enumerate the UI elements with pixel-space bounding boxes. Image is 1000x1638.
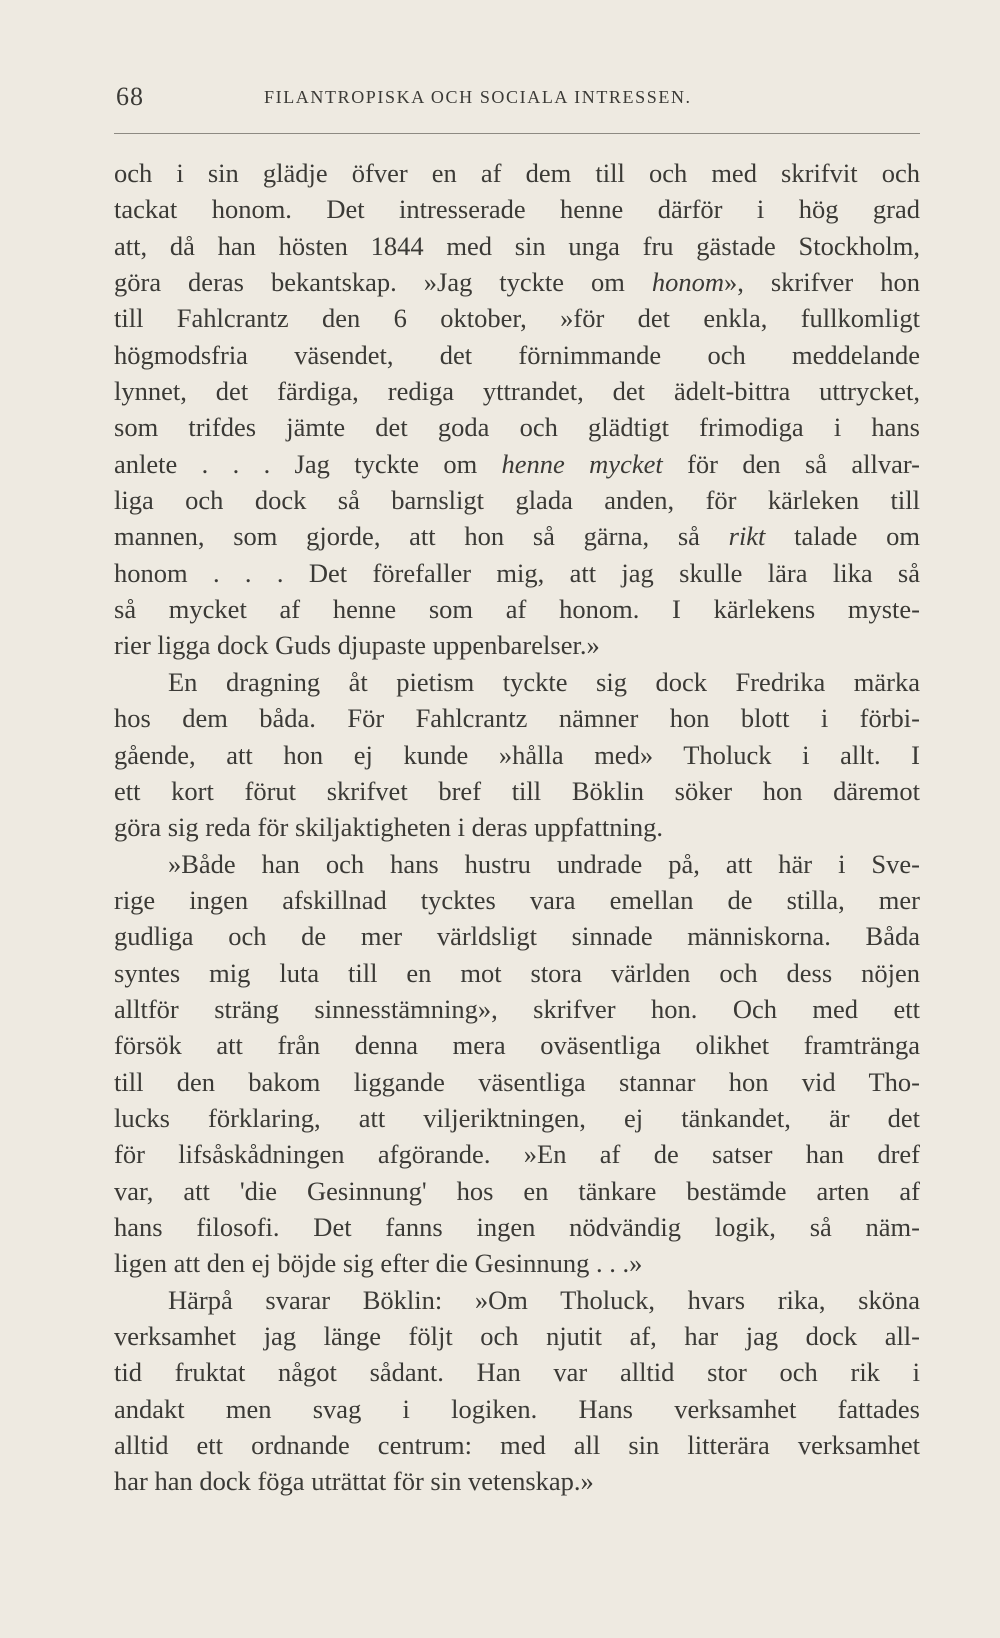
text-line: alltför sträng sinnesstämning», skrifver hon. Och med ett xyxy=(114,993,920,1024)
text-line: syntes mig luta till en mot stora världen och dess nöjen xyxy=(114,957,920,988)
text-segment: göra deras bekantskap. »Jag tyckte om xyxy=(114,267,652,298)
text-line: att, då han hösten 1844 med sin unga fru gästade Stockholm, xyxy=(114,230,920,261)
text-line xyxy=(114,264,920,300)
text-line xyxy=(114,446,920,482)
text-line: ett kort förut skrifvet bref till Böklin söker hon däremot xyxy=(114,775,920,806)
text-line: lynnet, det färdiga, rediga yttrandet, det ädelt-bittra uttrycket, xyxy=(114,376,920,407)
running-head xyxy=(114,82,920,122)
text-line: »Både han och hans hustru undrade på, att här i Sve- xyxy=(168,848,920,879)
italic-word: honom xyxy=(651,267,724,298)
text-line: var, att 'die Gesinnung' hos en tänkare bestämde arten af xyxy=(114,1175,920,1206)
text-line: gående, att hon ej kunde »hålla med» Tholuck i allt. I xyxy=(114,739,920,770)
text-line: rige ingen afskillnad tycktes vara emellan de stilla, mer xyxy=(114,884,920,915)
body-text xyxy=(114,155,920,1500)
italic-word: henne mycket xyxy=(501,448,663,479)
text-segment: talade om xyxy=(765,521,920,552)
text-segment: för den så allvar- xyxy=(662,448,920,479)
text-line: andakt men svag i logiken. Hans verksamhet fattades xyxy=(114,1393,920,1424)
text-line: har han dock föga uträttat för sin vetenskap.» xyxy=(114,1466,594,1497)
text-line: En dragning åt pietism tyckte sig dock Fredrika märka xyxy=(168,666,920,697)
text-line: göra sig reda för skiljaktigheten i deras uppfattning. xyxy=(114,812,663,843)
text-line: för lifsåskådningen afgörande. »En af de satser han dref xyxy=(114,1139,920,1170)
header-rule xyxy=(114,133,920,134)
text-segment: », skrifver hon xyxy=(724,267,920,298)
text-line: hans filosofi. Det fanns ingen nödvändig logik, så näm- xyxy=(114,1211,920,1242)
text-line: liga och dock så barnsligt glada anden, för kärleken till xyxy=(114,485,920,516)
text-segment: mannen, som gjorde, att hon så gärna, så xyxy=(114,521,729,552)
text-line: gudliga och de mer världsligt sinnade människorna. Båda xyxy=(114,921,920,952)
text-line: tackat honom. Det intresserade henne därför i hög grad xyxy=(114,194,920,225)
text-line: honom . . . Det förefaller mig, att jag skulle lära lika så xyxy=(114,557,920,588)
text-line: Härpå svarar Böklin: »Om Tholuck, hvars rika, sköna xyxy=(168,1284,920,1315)
running-title: FILANTROPISKA OCH SOCIALA INTRESSEN. xyxy=(264,87,692,107)
text-line: verksamhet jag länge följt och njutit af, har jag dock all- xyxy=(114,1321,920,1351)
text-line: lucks förklaring, att viljeriktningen, ej tänkandet, är det xyxy=(114,1102,920,1133)
text-line: så mycket af henne som af honom. I kärlekens myste- xyxy=(114,594,920,625)
text-line: till den bakom liggande väsentliga stannar hon vid Tho- xyxy=(114,1066,920,1097)
text-line: försök att från denna mera oväsentliga olikhet framtränga xyxy=(114,1030,920,1061)
text-line: rier ligga dock Guds djupaste uppenbarelser.» xyxy=(114,630,600,661)
text-line: högmodsfria väsendet, det förnimmande och meddelande xyxy=(114,339,920,370)
text-segment: anlete . . . Jag tyckte om xyxy=(114,448,502,479)
text-line: och i sin glädje öfver en af dem till och med skrifvit och xyxy=(114,158,920,188)
text-line: hos dem båda. För Fahlcrantz nämner hon blott i förbi- xyxy=(114,703,920,734)
page-number: 68 xyxy=(116,82,144,111)
text-line: som trifdes jämte det goda och glädtigt frimodiga i hans xyxy=(114,412,920,443)
text-line: alltid ett ordnande centrum: med all sin litterära verksamhet xyxy=(114,1430,920,1461)
text-line: tid fruktat något sådant. Han var alltid stor och rik i xyxy=(114,1357,920,1388)
text-line: till Fahlcrantz den 6 oktober, »för det enkla, fullkomligt xyxy=(114,303,920,334)
text-line: ligen att den ej böjde sig efter die Gesinnung . . .» xyxy=(114,1248,643,1279)
text-line xyxy=(114,518,920,554)
italic-word: rikt xyxy=(728,521,766,552)
